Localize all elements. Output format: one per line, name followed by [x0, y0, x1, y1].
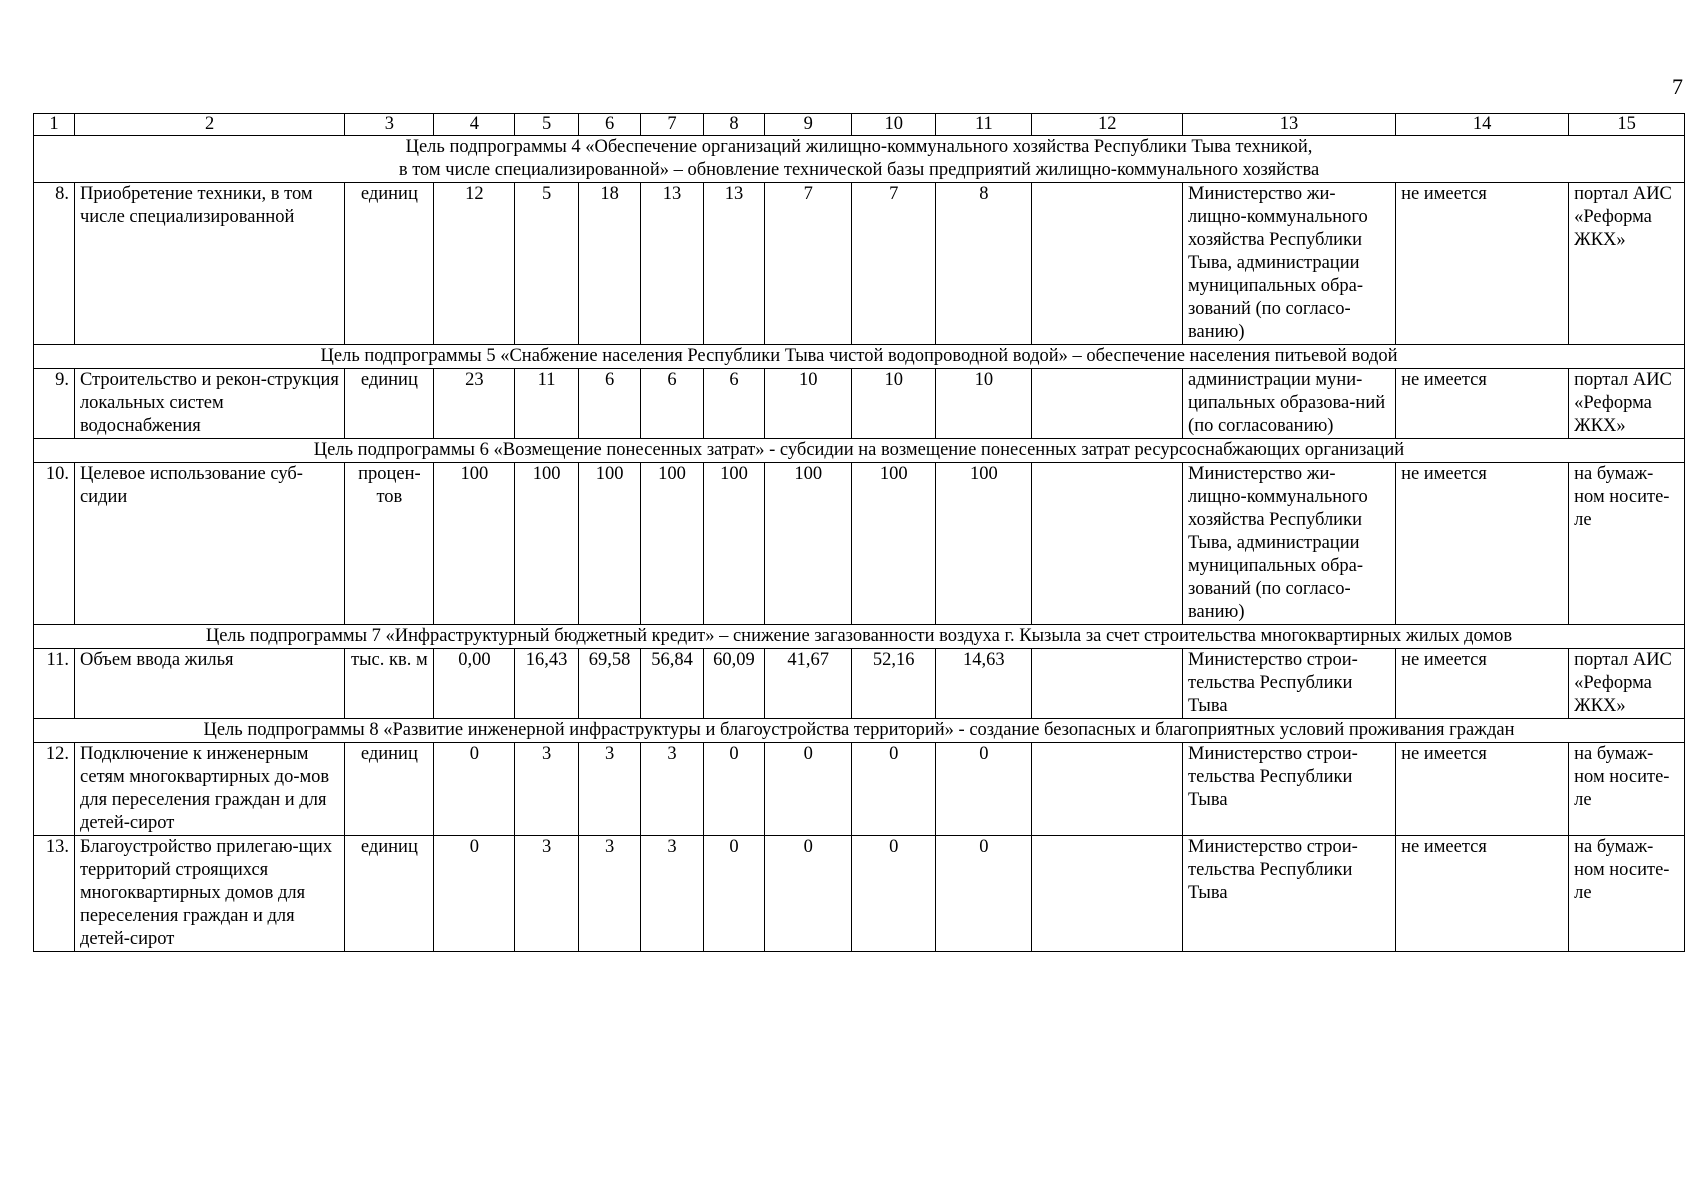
section-goal-row [34, 345, 1685, 369]
section-goal-line: в том числе специализированной» – обновление технической базы предприятий жилищно-коммунального хозяйства [398, 160, 1320, 180]
indicator-value [1032, 649, 1183, 719]
table-row [34, 836, 1685, 952]
unit-of-measure: единиц [345, 369, 434, 439]
indicator-value: 13 [641, 183, 703, 345]
table-row [34, 463, 1685, 625]
criteria: не имеется [1396, 836, 1569, 952]
indicator-value: 3 [515, 743, 579, 836]
section-goal-row [34, 625, 1685, 649]
unit-of-measure: тыс. кв. м [345, 649, 434, 719]
indicator-value: 3 [641, 836, 703, 952]
column-number-13: 13 [1183, 114, 1396, 136]
indicator-value: 100 [852, 463, 936, 625]
indicator-name: Подключение к инженерным сетям многоквартирных до-мов для переселения граждан и для детей-сирот [74, 743, 344, 836]
indicator-value: 7 [765, 183, 852, 345]
column-number-9: 9 [765, 114, 852, 136]
data-source: на бумаж-ном носите-ле [1569, 836, 1685, 952]
indicator-value: 0 [936, 836, 1032, 952]
data-source: портал АИС «Реформа ЖКХ» [1569, 369, 1685, 439]
row-number: 11. [34, 649, 75, 719]
responsible-executor: Министерство строи-тельства Республики Тыва [1183, 649, 1396, 719]
section-goal-line: Цель подпрограммы 4 «Обеспечение организаций жилищно-коммунального хозяйства Республики Тыва техникой, [405, 137, 1313, 157]
column-number-11: 11 [936, 114, 1032, 136]
criteria: не имеется [1396, 463, 1569, 625]
indicator-value: 6 [641, 369, 703, 439]
column-number-15: 15 [1569, 114, 1685, 136]
row-number: 13. [34, 836, 75, 952]
section-goal-title [34, 625, 1685, 649]
column-number-row [34, 114, 1685, 136]
row-number: 10. [34, 463, 75, 625]
responsible-executor: Министерство строи-тельства Республики Тыва [1183, 836, 1396, 952]
table-row [34, 369, 1685, 439]
indicator-value: 0 [434, 836, 515, 952]
indicator-value: 11 [515, 369, 579, 439]
column-number-5: 5 [515, 114, 579, 136]
indicator-value: 8 [936, 183, 1032, 345]
section-goal-title [34, 345, 1685, 369]
column-number-4: 4 [434, 114, 515, 136]
indicator-value [1032, 463, 1183, 625]
indicator-value: 100 [434, 463, 515, 625]
row-number: 9. [34, 369, 75, 439]
indicator-value: 100 [578, 463, 640, 625]
data-source: портал АИС «Реформа ЖКХ» [1569, 649, 1685, 719]
indicator-name: Благоустройство прилегаю-щих территорий строящихся многоквартирных домов для переселения граждан и для детей-сирот [74, 836, 344, 952]
indicator-value: 100 [703, 463, 764, 625]
indicator-name: Приобретение техники, в том числе специализированной [74, 183, 344, 345]
indicator-value: 0 [703, 836, 764, 952]
indicator-value: 10 [936, 369, 1032, 439]
indicator-name: Целевое использование суб-сидии [74, 463, 344, 625]
indicator-value: 56,84 [641, 649, 703, 719]
indicator-value: 5 [515, 183, 579, 345]
indicator-value: 100 [515, 463, 579, 625]
row-number: 8. [34, 183, 75, 345]
indicator-value: 13 [703, 183, 764, 345]
indicator-value: 7 [852, 183, 936, 345]
indicator-value: 41,67 [765, 649, 852, 719]
column-number-7: 7 [641, 114, 703, 136]
indicator-value: 3 [578, 743, 640, 836]
indicator-value: 3 [515, 836, 579, 952]
indicator-value: 23 [434, 369, 515, 439]
indicator-value [1032, 743, 1183, 836]
column-number-8: 8 [703, 114, 764, 136]
unit-of-measure: единиц [345, 836, 434, 952]
section-goal-title [34, 439, 1685, 463]
indicator-value: 3 [578, 836, 640, 952]
table-row [34, 649, 1685, 719]
indicator-value [1032, 183, 1183, 345]
indicator-value: 0 [765, 743, 852, 836]
indicator-value: 0 [852, 836, 936, 952]
column-number-2: 2 [74, 114, 344, 136]
page-number: 7 [1672, 74, 1683, 99]
column-number-12: 12 [1032, 114, 1183, 136]
section-goal-line: Цель подпрограммы 6 «Возмещение понесенных затрат» - субсидии на возмещение понесенных затрат ресурсоснабжающих организаций [313, 440, 1405, 460]
column-number-14: 14 [1396, 114, 1569, 136]
indicator-value: 0 [765, 836, 852, 952]
indicator-value: 100 [641, 463, 703, 625]
data-source: портал АИС «Реформа ЖКХ» [1569, 183, 1685, 345]
indicators-table [33, 113, 1685, 952]
data-source: на бумаж-ном носите-ле [1569, 743, 1685, 836]
section-goal-title [34, 719, 1685, 743]
column-number-1: 1 [34, 114, 75, 136]
section-goal-row [34, 136, 1685, 183]
table-row [34, 183, 1685, 345]
indicator-value: 0 [703, 743, 764, 836]
row-number: 12. [34, 743, 75, 836]
section-goal-row [34, 719, 1685, 743]
responsible-executor: Министерство жи-лищно-коммунального хозяйства Республики Тыва, администрации муниципальных обра-зований (по согласо-ванию) [1183, 183, 1396, 345]
criteria: не имеется [1396, 743, 1569, 836]
criteria: не имеется [1396, 369, 1569, 439]
indicator-value [1032, 369, 1183, 439]
responsible-executor: администрации муни-ципальных образова-ний (по согласованию) [1183, 369, 1396, 439]
column-number-6: 6 [578, 114, 640, 136]
section-goal-line: Цель подпрограммы 8 «Развитие инженерной инфраструктуры и благоустройства территорий» - создание безопасных и благоприятных условий проживания граждан [203, 720, 1515, 740]
section-goal-row [34, 439, 1685, 463]
indicator-value: 10 [852, 369, 936, 439]
data-source: на бумаж-ном носите-ле [1569, 463, 1685, 625]
indicator-value: 52,16 [852, 649, 936, 719]
indicator-value: 10 [765, 369, 852, 439]
column-number-10: 10 [852, 114, 936, 136]
unit-of-measure: единиц [345, 183, 434, 345]
section-goal-title [34, 136, 1685, 183]
indicator-value: 60,09 [703, 649, 764, 719]
indicator-value [1032, 836, 1183, 952]
table-row [34, 743, 1685, 836]
indicator-value: 6 [578, 369, 640, 439]
indicator-value: 6 [703, 369, 764, 439]
section-goal-line: Цель подпрограммы 5 «Снабжение населения Республики Тыва чистой водопроводной водой» – обеспечение населения питьевой водой [320, 346, 1398, 366]
section-goal-line: Цель подпрограммы 7 «Инфраструктурный бюджетный кредит» – снижение загазованности воздуха г. Кызыла за счет строительства многоквартирных жилых домов [205, 626, 1513, 646]
indicator-value: 16,43 [515, 649, 579, 719]
indicator-value: 0,00 [434, 649, 515, 719]
indicator-value: 14,63 [936, 649, 1032, 719]
indicator-value: 18 [578, 183, 640, 345]
indicator-name: Строительство и рекон-струкция локальных систем водоснабжения [74, 369, 344, 439]
indicator-value: 0 [434, 743, 515, 836]
responsible-executor: Министерство строи-тельства Республики Тыва [1183, 743, 1396, 836]
indicator-value: 0 [852, 743, 936, 836]
indicator-name: Объем ввода жилья [74, 649, 344, 719]
responsible-executor: Министерство жи-лищно-коммунального хозяйства Республики Тыва, администрации муниципальных обра-зований (по согласо-ванию) [1183, 463, 1396, 625]
criteria: не имеется [1396, 183, 1569, 345]
unit-of-measure: процен-тов [345, 463, 434, 625]
indicator-value: 69,58 [578, 649, 640, 719]
column-number-3: 3 [345, 114, 434, 136]
unit-of-measure: единиц [345, 743, 434, 836]
indicator-value: 0 [936, 743, 1032, 836]
indicator-value: 12 [434, 183, 515, 345]
indicator-value: 100 [765, 463, 852, 625]
indicator-value: 3 [641, 743, 703, 836]
criteria: не имеется [1396, 649, 1569, 719]
indicator-value: 100 [936, 463, 1032, 625]
